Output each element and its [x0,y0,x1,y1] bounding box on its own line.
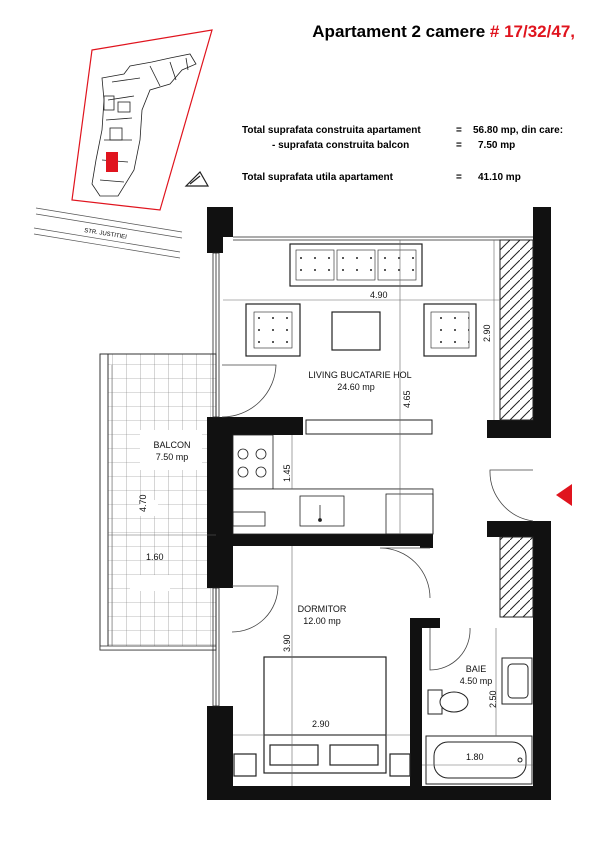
kitchen [233,435,433,534]
bathroom-name: BAIE [465,664,487,674]
dim-balcony-width: 1.60 [146,552,164,562]
summary-balcony-eq: = [456,140,462,151]
balcony-area: 7.50 mp [155,452,189,462]
site-plan [34,30,212,258]
wardrobe-top [500,240,533,420]
summary-balcony-label: - suprafata construita balcon [272,140,410,151]
dim-kitchen-depth: 1.45 [282,464,292,482]
sofa [290,244,422,286]
dim-bathroom-depth: 2.50 [488,690,498,708]
summary-useful-eq: = [456,172,462,183]
dim-bathroom-width: 1.80 [466,752,484,762]
armchair-left [246,304,300,356]
dim-bedroom-depth: 3.90 [282,634,292,652]
summary-constructed-value: 56.80 mp, din care: [473,125,564,136]
dim-living-width: 4.90 [370,290,388,300]
summary-constructed-label: Total suprafata construita apartament [242,125,421,136]
dim-bedroom-width: 2.90 [312,719,330,729]
summary-useful-value: 41.10 mp [478,172,521,183]
coffee-table [332,312,380,350]
dim-living-height: 4.65 [402,390,412,408]
bedroom-area: 12.00 mp [303,616,341,626]
apartment-numbers: # 17/32/47, [489,22,575,41]
entrance-marker [556,484,572,506]
building-footprint [92,54,196,196]
summary-useful-label: Total suprafata utila apartament [242,172,393,183]
summary-constructed-eq: = [456,125,462,136]
wardrobe-bottom [500,537,533,617]
bed [234,657,410,776]
balcony-name: BALCON [153,440,191,450]
living-room-name: LIVING BUCATARIE HOL [308,370,412,380]
apartment-location-marker [106,152,118,172]
bathroom-area: 4.50 mp [459,676,493,686]
title-main: Apartament 2 camere [312,22,490,41]
summary-balcony-value: 7.50 mp [478,140,516,151]
street-label: STR. JUSTITIEI [83,228,128,241]
bedroom-name: DORMITOR [297,604,347,614]
balcony [100,354,216,650]
dim-balcony-length: 4.70 [138,494,148,512]
armchair-right [424,304,476,356]
kitchen-island [306,420,432,434]
dim-living-depth: 2.90 [482,324,492,342]
living-room-area: 24.60 mp [337,382,375,392]
